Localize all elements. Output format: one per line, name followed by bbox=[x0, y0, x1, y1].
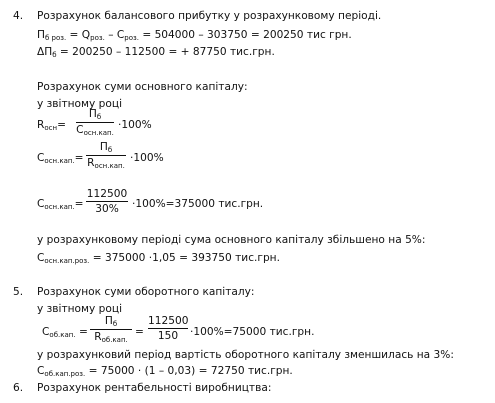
section-4-title: Розрахунок балансового прибутку у розрахунковому періоді. bbox=[37, 10, 382, 22]
fixed-capital-calc-line: Сосн.кап.роз. = 375000 ·1,05 = 393750 тис.грн. bbox=[37, 252, 280, 265]
section-5-number: 5. bbox=[13, 286, 24, 298]
formula-r-lhs: Rосн= bbox=[37, 119, 66, 132]
section-6-number: 6. bbox=[13, 382, 24, 394]
reporting-year-label: у звітному році bbox=[37, 98, 123, 110]
working-capital-decrease-text: у розрахунковий період вартість оборотного капіталу зменшилась на 3%: bbox=[37, 349, 454, 361]
formula-c-value-tail: ·100%=375000 тис.грн. bbox=[132, 198, 264, 210]
fixed-capital-increase-text: у розрахунковому періоді сума основного капіталу збільшено на 5%: bbox=[37, 234, 426, 246]
section-6-title: Розрахунок рентабельності виробництва: bbox=[37, 382, 272, 394]
working-capital-fraction-1: Пб Rоб.кап. bbox=[90, 315, 132, 344]
working-capital-fraction-2: 112500 150 bbox=[148, 315, 189, 342]
formula-c-tail: ·100% bbox=[130, 152, 164, 164]
formula-r-fraction: Пб Сосн.кап. bbox=[76, 108, 114, 137]
section-5-title: Розрахунок суми оборотного капіталу: bbox=[37, 286, 255, 298]
formula-c-value-lhs: Сосн.кап.= bbox=[37, 198, 84, 211]
working-capital-eq: = bbox=[135, 326, 144, 338]
formula-c-fraction: Пб Rосн.кап. bbox=[87, 141, 125, 170]
working-capital-tail: ·100%=75000 тис.грн. bbox=[190, 326, 315, 338]
fixed-capital-heading: Розрахунок суми основного капіталу: bbox=[37, 81, 248, 93]
formula-c-lhs: Сосн.кап.= bbox=[37, 152, 84, 165]
section-4-number: 4. bbox=[13, 10, 24, 22]
formula-r-tail: ·100% bbox=[118, 119, 152, 131]
working-capital-calc-line: Соб.кап.роз. = 75000 · (1 – 0,03) = 72750 тис.грн. bbox=[37, 365, 293, 378]
profit-calc-line: Пб роз. = Qроз. – Сроз. = 504000 – 303750 = 200250 тис грн. bbox=[37, 29, 352, 42]
working-capital-lhs: Соб.кап. = bbox=[42, 326, 88, 339]
section-5-year-label: у звітному році bbox=[37, 303, 123, 315]
profit-delta-line: ΔПб = 200250 – 112500 = + 87750 тис.грн. bbox=[37, 46, 275, 59]
formula-c-value-fraction: 112500 30% bbox=[86, 188, 128, 215]
